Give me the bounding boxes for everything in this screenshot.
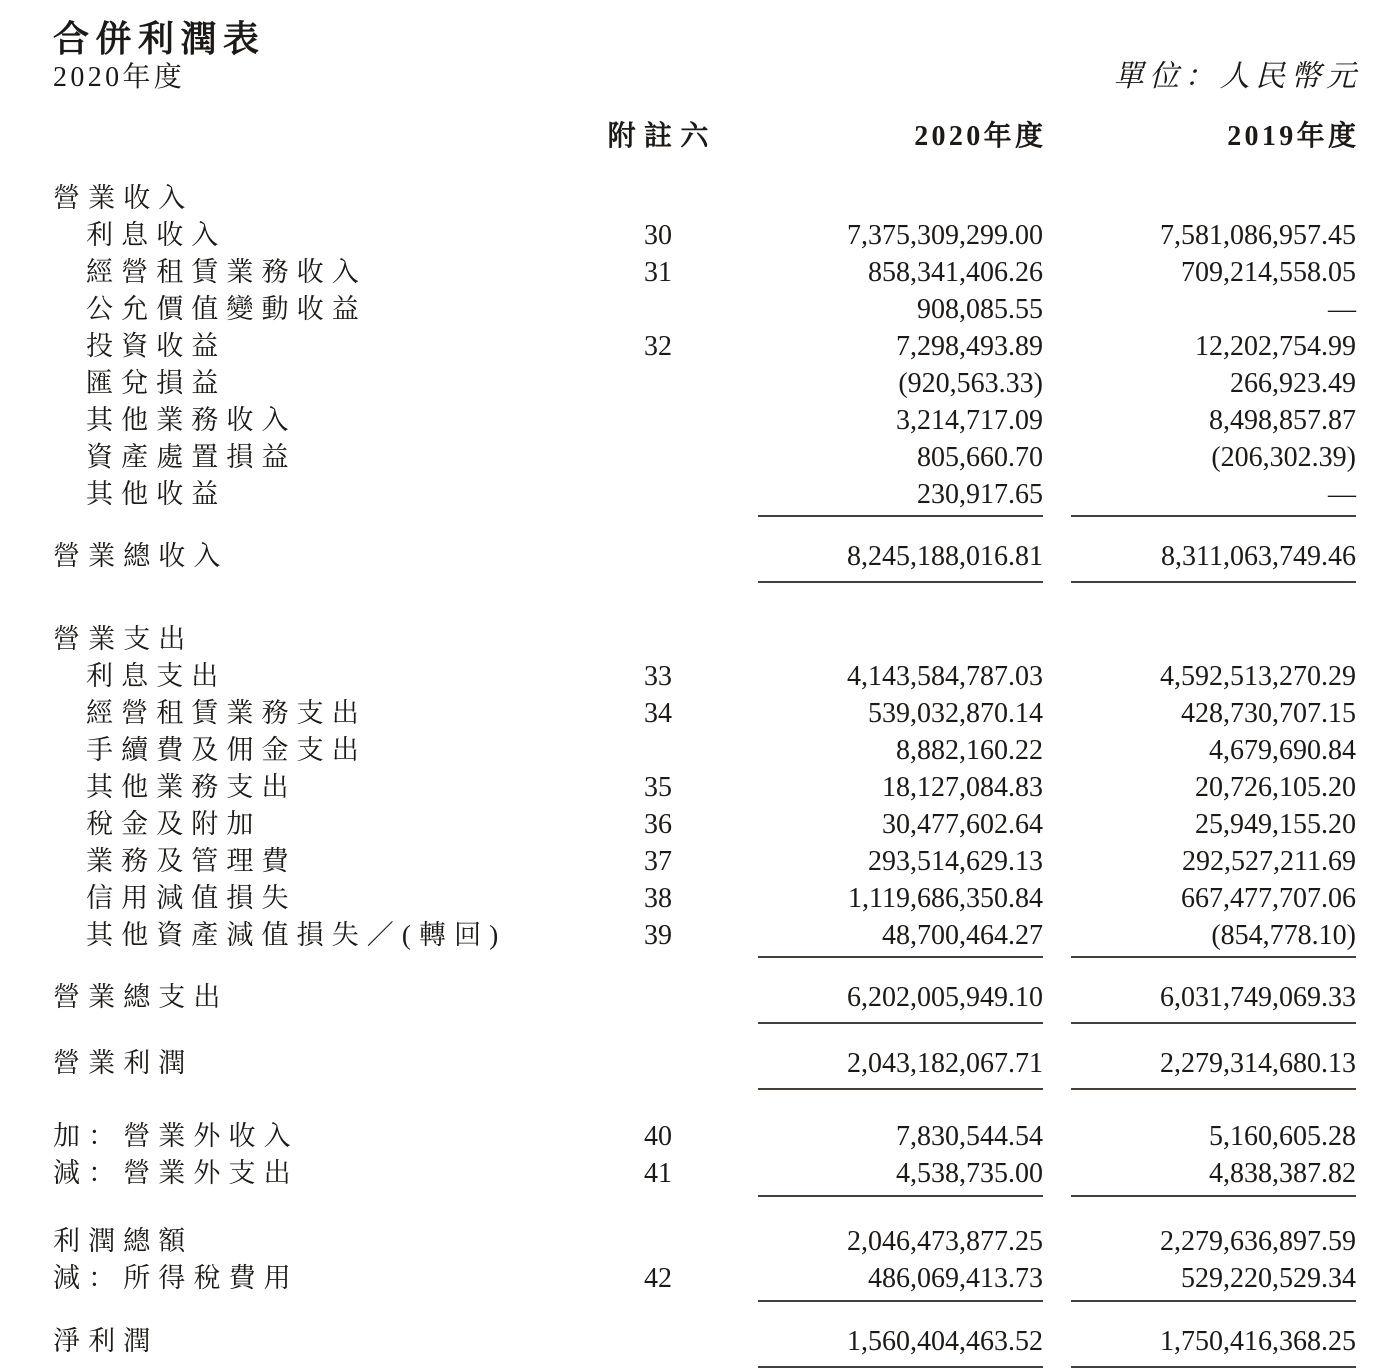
note-ref: 30 (644, 220, 672, 251)
table-row (53, 880, 1356, 917)
value-2020: 8,882,160.22 (896, 735, 1043, 766)
row-label: 利息收入 (86, 220, 227, 250)
row-label: 其他業務收入 (86, 405, 297, 435)
section-header-expenses (53, 621, 1356, 658)
value-2019: 7,581,086,957.45 (1160, 220, 1356, 251)
currency-unit-label: 單位：人民幣元 (1113, 60, 1362, 93)
double-rule (53, 1366, 1356, 1370)
column-header-note: 附註六 (607, 121, 717, 152)
value-2019: 292,527,211.69 (1182, 846, 1356, 877)
value-2019: 1,750,416,368.25 (1160, 1326, 1356, 1357)
value-2019: 428,730,707.15 (1181, 698, 1356, 729)
value-2019: 4,592,513,270.29 (1160, 661, 1356, 692)
table-row (53, 1155, 1356, 1192)
section-header-revenue (53, 180, 1356, 217)
table-row (53, 769, 1356, 806)
note-ref: 32 (644, 331, 672, 362)
note-ref: 31 (644, 257, 672, 288)
value-2020: 7,375,309,299.00 (847, 220, 1043, 251)
table-row (53, 328, 1356, 365)
value-2019: (206,302.39) (1211, 442, 1356, 473)
value-2019: 5,160,605.28 (1209, 1121, 1356, 1152)
value-2020: 230,917.65 (917, 479, 1043, 510)
table-row (53, 843, 1356, 880)
value-2020: 48,700,464.27 (882, 920, 1043, 951)
statement-body (53, 180, 1356, 1370)
note-ref: 36 (644, 809, 672, 840)
column-rule (53, 1195, 1356, 1197)
table-row (53, 217, 1356, 254)
column-header-2019: 2019年度 (1227, 121, 1360, 152)
value-2019: 529,220,529.34 (1181, 1263, 1356, 1294)
row-label: 手續費及佣金支出 (86, 735, 367, 765)
row-label: 利息支出 (86, 661, 227, 691)
table-column-headers (53, 121, 1360, 152)
value-2019: 12,202,754.99 (1195, 331, 1356, 362)
note-ref: 39 (644, 920, 672, 951)
value-2019: 709,214,558.05 (1181, 257, 1356, 288)
row-label: 淨利潤 (53, 1326, 159, 1356)
total-row-net-profit (53, 1302, 1356, 1364)
note-ref: 33 (644, 661, 672, 692)
row-label: 其他收益 (86, 479, 227, 509)
table-row (53, 695, 1356, 732)
value-2020: 293,514,629.13 (868, 846, 1043, 877)
row-label: 加：營業外收入 (53, 1121, 299, 1151)
table-row (53, 254, 1356, 291)
value-2020: 4,538,735.00 (896, 1158, 1043, 1189)
value-2019: 2,279,314,680.13 (1160, 1048, 1356, 1079)
value-2020: 4,143,584,787.03 (847, 661, 1043, 692)
row-label: 稅金及附加 (86, 809, 262, 839)
value-2020: 1,560,404,463.52 (847, 1326, 1043, 1357)
note-ref: 40 (644, 1121, 672, 1152)
total-row-revenue (53, 517, 1356, 579)
value-2020: 908,085.55 (917, 294, 1043, 325)
table-row (53, 439, 1356, 476)
page-title: 合併利潤表 (53, 18, 266, 59)
value-2019: 6,031,749,069.33 (1160, 982, 1356, 1013)
section-label: 營業收入 (53, 183, 194, 213)
title-block (53, 18, 265, 96)
value-2019: 266,923.49 (1230, 368, 1356, 399)
table-row (53, 402, 1356, 439)
note-ref: 38 (644, 883, 672, 914)
row-label: 利潤總額 (53, 1226, 194, 1256)
table-row (53, 365, 1356, 402)
row-label: 營業總支出 (53, 982, 229, 1012)
table-row-income-tax (53, 1260, 1356, 1297)
value-2020: 1,119,686,350.84 (848, 883, 1043, 914)
value-2020: 30,477,602.64 (882, 809, 1043, 840)
value-2019: 8,498,857.87 (1209, 405, 1356, 436)
table-row (53, 291, 1356, 328)
total-row-operating-profit (53, 1024, 1356, 1086)
document-header (53, 18, 1362, 96)
value-2019: 25,949,155.20 (1195, 809, 1356, 840)
row-label: 減：所得稅費用 (53, 1263, 299, 1293)
table-row (53, 806, 1356, 843)
row-label: 營業利潤 (53, 1048, 194, 1078)
value-2020: 7,830,544.54 (896, 1121, 1043, 1152)
table-row (53, 1118, 1356, 1155)
table-row (53, 658, 1356, 695)
value-2020: 18,127,084.83 (882, 772, 1043, 803)
row-label: 業務及管理費 (86, 846, 297, 876)
value-2020: 3,214,717.09 (896, 405, 1043, 436)
note-ref: 35 (644, 772, 672, 803)
table-row (53, 917, 1356, 954)
row-label: 信用減值損失 (86, 883, 297, 913)
value-2020: 539,032,870.14 (868, 698, 1043, 729)
value-2019: 4,838,387.82 (1209, 1158, 1356, 1189)
row-label: 投資收益 (86, 331, 227, 361)
row-label: 匯兌損益 (86, 368, 227, 398)
column-header-2020: 2020年度 (914, 121, 1047, 152)
row-label: 經營租賃業務支出 (86, 698, 367, 728)
note-ref: 41 (644, 1158, 672, 1189)
column-rule (53, 1088, 1356, 1090)
note-ref: 42 (644, 1263, 672, 1294)
section-label: 營業支出 (53, 624, 194, 654)
value-2020: (920,563.33) (898, 368, 1043, 399)
value-2020: 2,046,473,877.25 (847, 1226, 1043, 1257)
period-label: 2020年度 (53, 62, 186, 93)
value-2019: 8,311,063,749.46 (1161, 541, 1356, 572)
value-2019: (854,778.10) (1211, 920, 1356, 951)
row-label: 營業總收入 (53, 541, 229, 571)
value-2019: — (1328, 294, 1356, 325)
value-2020: 8,245,188,016.81 (847, 541, 1043, 572)
column-rule (53, 581, 1356, 583)
value-2019: 4,679,690.84 (1209, 735, 1356, 766)
value-2019: 20,726,105.20 (1195, 772, 1356, 803)
value-2019: 2,279,636,897.59 (1160, 1226, 1356, 1257)
row-label: 經營租賃業務收入 (86, 257, 367, 287)
table-row (53, 476, 1356, 513)
table-row-profit-before-tax (53, 1223, 1356, 1260)
row-label: 減：營業外支出 (53, 1158, 299, 1188)
value-2020: 486,069,413.73 (868, 1263, 1043, 1294)
value-2019: — (1328, 479, 1356, 510)
row-label: 資產處置損益 (86, 442, 297, 472)
value-2020: 858,341,406.26 (868, 257, 1043, 288)
value-2020: 2,043,182,067.71 (847, 1048, 1043, 1079)
row-label: 其他資產減值損失／(轉回) (86, 920, 507, 950)
value-2020: 805,660.70 (917, 442, 1043, 473)
total-row-expenses (53, 958, 1356, 1020)
note-ref: 34 (644, 698, 672, 729)
table-row (53, 732, 1356, 769)
row-label: 其他業務支出 (86, 772, 297, 802)
value-2020: 7,298,493.89 (896, 331, 1043, 362)
row-label: 公允價值變動收益 (86, 294, 367, 324)
note-ref: 37 (644, 846, 672, 877)
value-2019: 667,477,707.06 (1181, 883, 1356, 914)
value-2020: 6,202,005,949.10 (847, 982, 1043, 1013)
